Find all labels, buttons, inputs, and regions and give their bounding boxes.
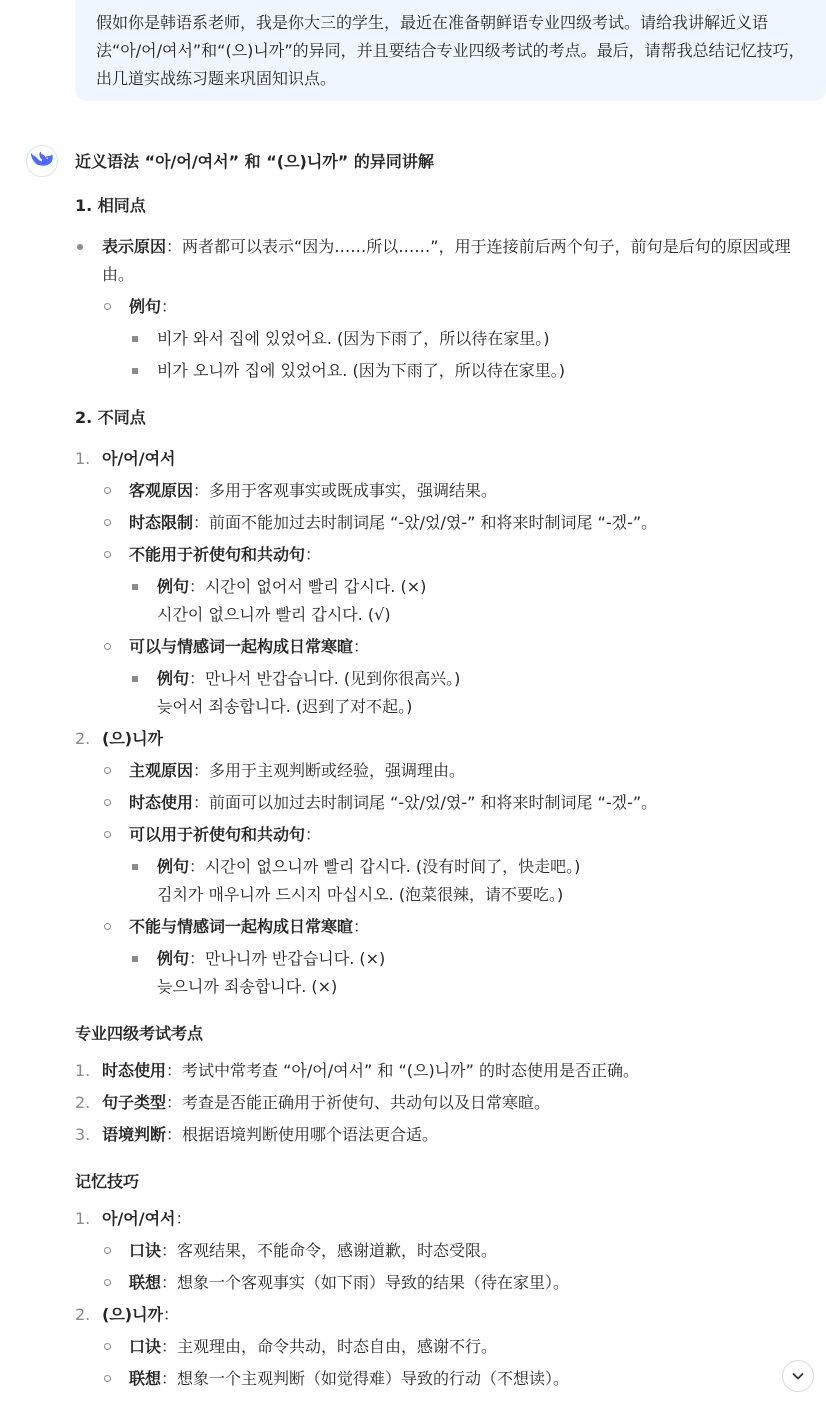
colon: ： (163, 1305, 180, 1324)
example-sentence: ：시간이 없으니까 빨리 갑시다. (没有时间了，快走吧。) (189, 857, 581, 876)
list-item (75, 573, 820, 629)
colon: ： (175, 1209, 192, 1228)
list-item (75, 445, 820, 473)
point-label: 主观原因 (129, 761, 194, 780)
colon: ： (353, 637, 370, 656)
example-label: 例句 (157, 857, 190, 876)
point-label: 时态使用 (102, 1061, 167, 1080)
same-heading: 1. 相同点 (75, 196, 146, 215)
list-item (75, 509, 820, 537)
point-text: ：多用于主观判断或经验，强调理由。 (193, 761, 466, 780)
tip-text: ：主观理由，命令共动，时态自由，感谢不行。 (161, 1337, 498, 1356)
list-item (75, 821, 820, 849)
list-item (75, 541, 820, 569)
colon: ： (161, 297, 178, 316)
example-sentence: 시간이 없으니까 빨리 갑시다. (√) (157, 605, 391, 624)
example-sentence: ：시간이 없어서 빨리 갑시다. (×) (189, 577, 427, 596)
list-number: 3. (75, 1125, 91, 1144)
bullet-square (132, 676, 138, 682)
assistant-answer (75, 147, 820, 1393)
rule-label: 不能用于祈使句和共动句 (129, 545, 306, 564)
assistant-avatar (26, 145, 58, 177)
list-item (75, 233, 820, 289)
list-item (75, 293, 820, 321)
list-item (75, 665, 820, 721)
list-number: 1. (75, 449, 91, 468)
deepseek-whale-icon (30, 151, 54, 171)
example-label: 例句 (129, 297, 162, 316)
list-item (75, 945, 820, 1001)
bullet-circle (104, 1279, 111, 1286)
user-message-text: 假如你是韩语系老师，我是你大三的学生，最近在准备朝鲜语专业四级考试。请给我讲解近义语法“아/어/여서”和“(으)니까”的异同，并且要结合专业四级考试的考点。最后，请帮我总结记忆技巧，出几道实战练习题来巩固知识点。 (96, 13, 805, 88)
example-sentence: ：만나니까 반갑습니다. (×) (189, 949, 386, 968)
list-item (75, 757, 820, 785)
bullet-square (132, 368, 138, 374)
user-message-bubble (75, 0, 826, 101)
point-text: ：前面可以加过去时制词尾 “-았/었/였-” 和将来时制词尾 “-겠-”。 (193, 793, 658, 812)
point-label: 表示原因 (102, 237, 167, 256)
point-text: ：根据语境判断使用哪个语法更合适。 (166, 1125, 439, 1144)
tip-label: 口诀 (129, 1241, 162, 1260)
memory-list (75, 1205, 820, 1393)
exam-heading: 专业四级考试考点 (75, 1024, 204, 1043)
tip-label: 口诀 (129, 1337, 162, 1356)
diff-list (75, 445, 820, 1001)
list-item (75, 1365, 820, 1393)
point-label: 时态限制 (129, 513, 194, 532)
rule-label: 不能与情感词一起构成日常寒暄 (129, 917, 354, 936)
colon: ： (305, 825, 322, 844)
list-item (75, 725, 820, 753)
list-item (75, 1057, 820, 1085)
bullet-circle (104, 1247, 111, 1254)
grammar-title: (으)니까 (102, 729, 163, 748)
point-label: 时态使用 (129, 793, 194, 812)
list-item (75, 1333, 820, 1361)
list-item (75, 633, 820, 661)
list-item (75, 853, 820, 909)
list-item (75, 357, 820, 385)
tip-text: ：想象一个主观判断（如觉得难）导致的行动（不想读）。 (161, 1369, 570, 1388)
point-text: ：考查是否能正确用于祈使句、共动句以及日常寒暄。 (166, 1093, 551, 1112)
bullet-circle (104, 519, 111, 526)
list-number: 2. (75, 1093, 91, 1112)
list-item (75, 1237, 820, 1265)
scroll-to-bottom-button[interactable] (782, 1360, 814, 1392)
diff-heading: 2. 不同点 (75, 408, 146, 427)
example-sentence: 늦으니까 죄송합니다. (×) (157, 977, 338, 996)
bullet-circle (104, 487, 111, 494)
rule-label: 可以用于祈使句和共动句 (129, 825, 306, 844)
bullet-square (132, 956, 138, 962)
point-label: 句子类型 (102, 1093, 167, 1112)
grammar-title: 아/어/여서 (102, 449, 176, 468)
bullet-square (132, 336, 138, 342)
tip-label: 联想 (129, 1273, 162, 1292)
bullet-circle (104, 767, 111, 774)
same-list (75, 233, 820, 385)
bullet-circle (104, 1343, 111, 1350)
example-sentence: 비가 와서 집에 있었어요. (因为下雨了，所以待在家里。) (157, 329, 550, 348)
list-item (75, 1269, 820, 1297)
bullet-dot (77, 244, 83, 250)
point-text: ：两者都可以表示“因为……所以……”，用于连接前后两个句子，前句是后句的原因或理由。 (102, 237, 791, 284)
grammar-title: 아/어/여서 (102, 1209, 176, 1228)
tip-label: 联想 (129, 1369, 162, 1388)
point-label: 客观原因 (129, 481, 194, 500)
list-item (75, 913, 820, 941)
colon: ： (305, 545, 322, 564)
list-number: 2. (75, 1305, 91, 1324)
list-item (75, 1089, 820, 1117)
bullet-circle (104, 1375, 111, 1382)
list-number: 2. (75, 729, 91, 748)
grammar-title: (으)니까 (102, 1305, 163, 1324)
example-sentence: 김치가 매우니까 드시지 마십시오. (泡菜很辣，请不要吃。) (157, 885, 564, 904)
example-label: 例句 (157, 577, 190, 596)
bullet-square (132, 584, 138, 590)
bullet-circle (104, 799, 111, 806)
chevron-down-icon (790, 1368, 806, 1384)
bullet-circle (104, 551, 111, 558)
bullet-circle (104, 923, 111, 930)
exam-list (75, 1057, 820, 1149)
rule-label: 可以与情感词一起构成日常寒暄 (129, 637, 354, 656)
tip-text: ：客观结果，不能命令，感谢道歉，时态受限。 (161, 1241, 498, 1260)
example-sentence: ：만나서 반갑습니다. (见到你很高兴。) (189, 669, 461, 688)
answer-title: 近义语法 “아/어/여서” 和 “(으)니까” 的异同讲解 (75, 152, 434, 171)
bullet-circle (104, 643, 111, 650)
point-text: ：前面不能加过去时制词尾 “-았/었/였-” 和将来时制词尾 “-겠-”。 (193, 513, 658, 532)
bullet-circle (104, 831, 111, 838)
tip-text: ：想象一个客观事实（如下雨）导致的结果（待在家里）。 (161, 1273, 570, 1292)
list-item (75, 477, 820, 505)
colon: ： (353, 917, 370, 936)
point-text: ：多用于客观事实或既成事实，强调结果。 (193, 481, 498, 500)
example-label: 例句 (157, 669, 190, 688)
point-label: 语境判断 (102, 1125, 167, 1144)
example-sentence: 늦어서 죄송합니다. (迟到了对不起。) (157, 697, 413, 716)
example-sentence: 비가 오니까 집에 있었어요. (因为下雨了，所以待在家里。) (157, 361, 565, 380)
list-item (75, 325, 820, 353)
point-text: ：考试中常考查 “아/어/여서” 和 “(으)니까” 的时态使用是否正确。 (166, 1061, 639, 1080)
list-item (75, 1301, 820, 1329)
list-number: 1. (75, 1209, 91, 1228)
memory-heading: 记忆技巧 (75, 1172, 140, 1191)
bullet-circle (104, 303, 111, 310)
bullet-square (132, 864, 138, 870)
list-item (75, 1121, 820, 1149)
example-label: 例句 (157, 949, 190, 968)
list-number: 1. (75, 1061, 91, 1080)
list-item (75, 789, 820, 817)
list-item (75, 1205, 820, 1233)
